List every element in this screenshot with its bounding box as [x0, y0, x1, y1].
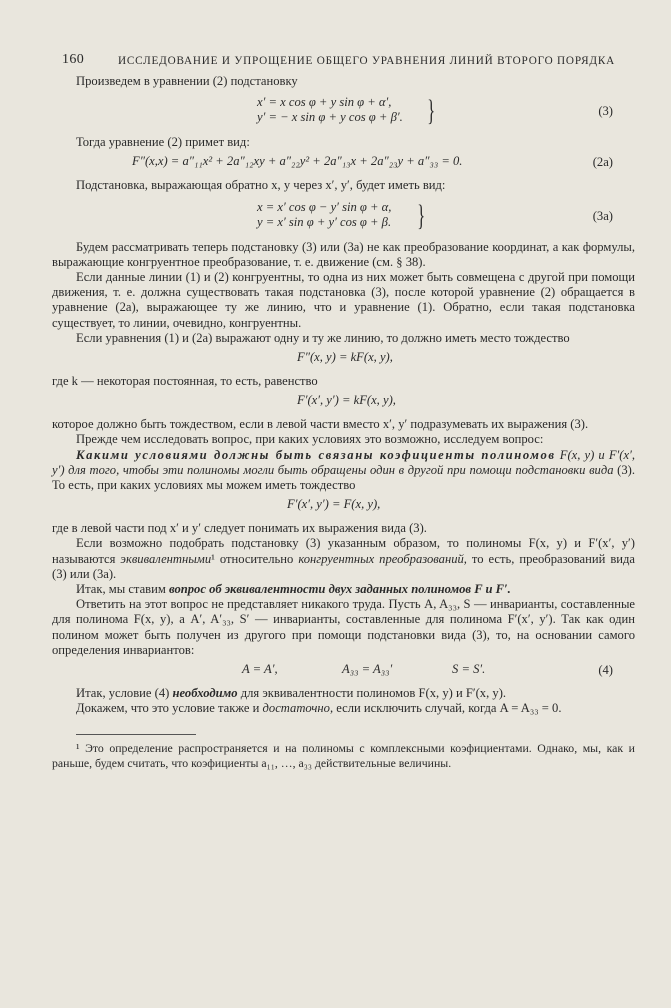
italic-text: конгруентных преобразований,	[298, 551, 467, 566]
plain-text: Если возможно подобрать подстановку (3) указанным образом, то полиномы F(x, y) и F′(x′, y′) называются	[52, 536, 635, 566]
italic-text: F(x, y) и F′(x′, y′) для того, чтобы эти полиномы могли быть обращены один в другой при помощи подстановки вида	[52, 447, 635, 477]
italic-text: достаточно,	[262, 701, 334, 716]
equation-part: A₃₃ = A₃₃′	[342, 662, 393, 677]
spaced-italic-text: Какими условиями должны быть связаны коэфициенты полиномов	[76, 447, 556, 462]
paragraph: Ответить на этот вопрос не представляет никакого труда. Пусть A, A₃₃, S — инварианты, составленные для полинома F(x, y), а A′, A′₃₃, S′ — инварианты, составленные для полинома F′(x′, y′). Так как один полином может быть получен из другого при помощи подстановки вида (3), то, на основании самого определения инвариантов:	[52, 597, 635, 657]
paragraph: Подстановка, выражающая обратно x, y через x′, y′, будет иметь вид:	[76, 178, 446, 193]
equation-number: (3)	[598, 104, 613, 119]
equation-text: F′(x′, y′) = F(x, y),	[287, 497, 381, 512]
paragraph: Если уравнения (1) и (2a) выражают одну и ту же линию, то должно иметь место тождество	[76, 330, 570, 345]
paragraph	[52, 686, 635, 701]
brace-glyph: }	[417, 198, 426, 232]
paragraph: где k — некоторая постоянная, то есть, равенство	[52, 374, 318, 389]
equation-text: F″(x, y) = kF(x, y),	[297, 350, 393, 365]
equation-4	[52, 662, 635, 682]
equation-line: y = x′ sin φ + y′ cos φ + β.	[257, 214, 392, 229]
plain-text: Итак, условие (4)	[76, 686, 170, 701]
equation-text: F′(x′, y′) = kF(x, y),	[297, 393, 396, 408]
paragraph-question	[52, 448, 635, 494]
equation-3a	[52, 200, 635, 234]
footnote: ¹ Это определение распространяется и на полиномы с комплексными коэфициентами. Однако, мы, как и раньше, будем считать, что коэфициенты a₁₁, …, a₃₃ действительные величины.	[52, 741, 635, 770]
paragraph	[52, 582, 635, 597]
equation-line: x′ = x cos φ + y sin φ + α′,	[257, 95, 392, 110]
equation-number: (3a)	[592, 208, 613, 223]
plain-text: (3). То есть, при каких условиях мы можем иметь тождество	[52, 462, 635, 493]
italic-text: вопрос об эквивалентности двух заданных полиномов F и F′.	[169, 582, 511, 597]
paragraph: Будем рассматривать теперь подстановку (3) или (3a) не как преобразование координат, а как формулы, выражающие конгруентное преобразование, т. е. движение (см. § 38).	[52, 239, 635, 269]
brace-glyph: }	[427, 94, 436, 128]
plain-text: для эквивалентности полиномов F(x, y) и F′(x, y).	[240, 686, 507, 701]
equation-line: x = x′ cos φ − y′ sin φ + α,	[257, 199, 392, 214]
footnote-divider	[76, 734, 196, 735]
plain-text: Итак, мы ставим	[76, 582, 166, 597]
page-header	[52, 52, 635, 74]
italic-text: эквивалентными	[120, 551, 212, 566]
italic-text: необходимо	[172, 686, 238, 701]
equation-identity-k	[52, 350, 635, 370]
equation-line: y′ = − x sin φ + y cos φ + β′.	[257, 110, 403, 125]
paragraph: где в левой части под x′ и y′ следует понимать их выражения вида (3).	[52, 521, 427, 536]
paragraph	[52, 701, 635, 716]
equation-number: (4)	[598, 663, 613, 678]
paragraph: Тогда уравнение (2) примет вид:	[76, 135, 250, 150]
paragraph-definition	[52, 536, 635, 582]
equation-2a	[52, 154, 635, 174]
equation-part: S = S′.	[452, 662, 486, 677]
equation-text: F″(x,x) = a″₁₁x² + 2a″₁₂xy + a″₂₂y² + 2a″₁₃x + 2a″₂₃y + a″₃₃ = 0.	[132, 154, 463, 169]
plain-text: то есть, преобразований вида (3) или (3a).	[52, 551, 636, 581]
paragraph: Произведем в уравнении (2) подстановку	[76, 74, 298, 88]
equation-number: (2a)	[592, 155, 613, 170]
plain-text: ¹ относительно	[211, 551, 294, 566]
plain-text: Докажем, что это условие также и	[76, 701, 260, 716]
page-number: 160	[62, 52, 85, 67]
running-head: ИССЛЕДОВАНИЕ И УПРОЩЕНИЕ ОБЩЕГО УРАВНЕНИЯ ЛИНИЙ ВТОРОГО ПОРЯДКА	[118, 55, 615, 67]
paragraph: Прежде чем исследовать вопрос, при каких условиях это возможно, исследуем вопрос:	[76, 432, 544, 447]
paragraph: Если данные линии (1) и (2) конгруентны, то одна из них может быть совмещена с другой при помощи движения, т. е. должна существовать такая подстановка (3), после которой уравнение (2) обращается в уравнение (2a), выражающее ту же линию, что и уравнение (1). Обратно, если такая подстановка существует, то линии, очевидно, конгруентны.	[52, 270, 635, 330]
equation-part: A = A′,	[242, 662, 278, 677]
paragraph: которое должно быть тождеством, если в левой части вместо x′, y′ подразумевать их выражения (3).	[52, 417, 589, 432]
plain-text: если исключить случай, когда A = A₃₃ = 0.	[336, 701, 562, 716]
equation-identity-prime	[52, 393, 635, 413]
equation-3	[52, 95, 635, 129]
equation-identity	[52, 497, 635, 517]
